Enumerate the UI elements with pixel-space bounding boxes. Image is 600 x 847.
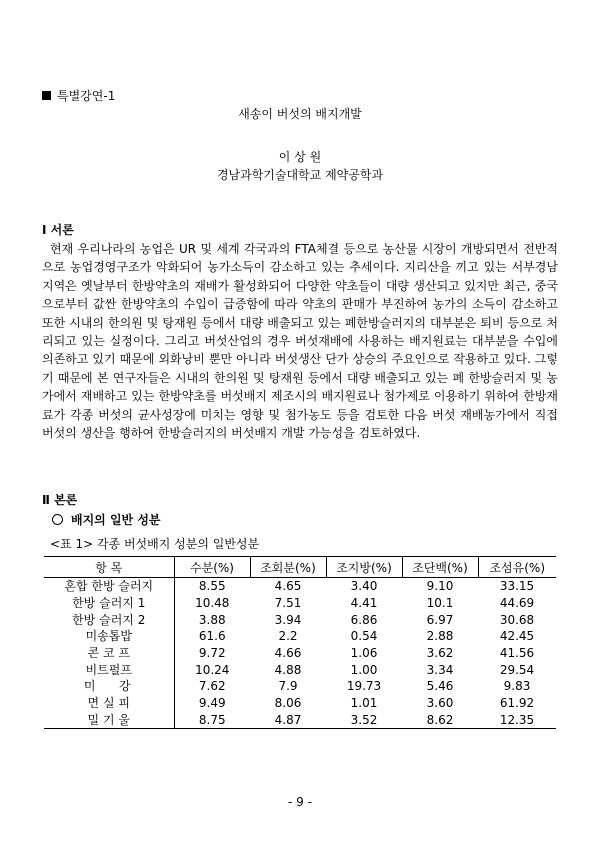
table-cell: 6.86 — [350, 612, 378, 627]
table-cell: 한방 슬러지 1 — [44, 595, 174, 612]
table-cell: 1.00 — [350, 662, 378, 677]
table-cell: 9.72 — [198, 646, 226, 661]
black-square-icon — [42, 91, 51, 100]
table-cell: 3.94 — [274, 612, 302, 627]
table-cell: 61.6 — [198, 629, 226, 644]
page-number: - 9 - — [288, 795, 312, 809]
table-cell: 19.73 — [346, 679, 382, 694]
table-cell: 3.34 — [426, 662, 454, 677]
table-header-cell: 조단백(%) — [402, 557, 478, 578]
table-cell: 미송톱밥 — [44, 628, 174, 645]
author-name: 이 상 원 — [278, 150, 322, 164]
table-cell: 30.68 — [499, 612, 535, 627]
table-row — [44, 578, 556, 595]
subsection-heading-label: 배지의 일반 성분 — [71, 513, 161, 527]
table-cell: 8.55 — [198, 579, 226, 594]
table-cell: 10.24 — [195, 662, 230, 677]
table-cell: 미 강 — [44, 678, 174, 695]
table-cell: 44.69 — [499, 596, 535, 611]
table-cell: 9.83 — [503, 679, 531, 694]
table-cell: 3.88 — [198, 612, 226, 627]
table-cell: 29.54 — [499, 662, 535, 677]
table-cell: 4.65 — [274, 579, 302, 594]
table-row — [44, 661, 556, 678]
table-cell: 3.60 — [426, 696, 454, 711]
table-header-cell: 조섬유(%) — [478, 557, 556, 578]
table-cell: 9.49 — [198, 696, 226, 711]
table-cell: 혼합 한방 슬러지 — [44, 578, 174, 595]
section-heading-introduction: Ⅰ 서론 — [42, 223, 74, 237]
table-cell: 10.1 — [426, 596, 454, 611]
table-cell: 9.10 — [426, 579, 454, 594]
table-cell: 3.40 — [350, 579, 378, 594]
table-cell: 6.97 — [426, 612, 454, 627]
table-cell: 4.66 — [274, 646, 302, 661]
table-row — [44, 712, 556, 729]
table-header-row — [44, 557, 556, 578]
table-cell: 42.45 — [499, 629, 535, 644]
table-header-cell: 조회분(%) — [250, 557, 326, 578]
table-cell: 7.51 — [274, 596, 302, 611]
introduction-paragraph: 현재 우리나라의 농업은 UR 및 세계 각국과의 FTA체결 등으로 농산물 시장이 개방되면서 전반적으로 농업경영구조가 악화되어 농가소득이 감소하고 있는 추세이다. 지리산을 끼고 있는 서부경남지역은 옛날부터 한방약초의 재배가 활성화되어 다양한 약초들이 대량 생산되고 있지만 최근, 중국으로부터 값싼 한방약초의 수입이 급증함에 따라 약초의 판매가 부진하여 농가의 소득이 감소하고 또한 시내의 한의원 및 탕재원 등에서 대량 배출되고 있는 폐한방슬러지의 대부분은 퇴비 등으로 처리되고 있는 실정이다. 그리고 버섯산업의 경우 버섯재배에 사용하는 배지원료는 대부분을 수입에 의존하고 있기 때문에 외화낭비 뿐만 아니라 버섯생산 단가 상승의 주요인으로 작용하고 있다. 그렇기 때문에 본 연구자들은 시내의 한의원 및 탕재원 등에서 대량 배출되고 있는 폐 한방슬러지 및 농가에서 재배하고 있는 한방약초를 버섯배지 제조시의 배지원료나 첨가제로 이용하기 위하여 한방재료가 각종 버섯의 균사성장에 미치는 영향 및 첨가농도 등을 검토한 다음 버섯 재배농가에서 직접 버섯의 생산을 행하여 한방슬러지의 버섯배지 개발 가능성을 검토하였다. — [42, 242, 558, 441]
table-header-cell: 수분(%) — [174, 557, 250, 578]
table-caption: <표 1> 각종 버섯배지 성분의 일반성분 — [50, 537, 260, 551]
table-row — [44, 595, 556, 612]
table-cell: 8.06 — [274, 696, 302, 711]
table-cell: 2.2 — [278, 629, 298, 644]
table-cell: 10.48 — [195, 596, 230, 611]
table-cell: 콘 코 프 — [44, 645, 174, 662]
table-cell: 2.88 — [426, 629, 454, 644]
table-cell: 4.88 — [274, 662, 302, 677]
table-cell: 4.87 — [250, 712, 326, 729]
table-row — [44, 611, 556, 628]
paper-title: 새송이 버섯의 배지개발 — [238, 107, 362, 121]
table-header-cell: 조지방(%) — [326, 557, 402, 578]
table-cell: 비트펄프 — [44, 661, 174, 678]
table-cell: 밀 기 울 — [44, 712, 174, 729]
table-cell: 12.35 — [478, 712, 556, 729]
table-cell: 8.62 — [402, 712, 478, 729]
table-cell: 8.75 — [174, 712, 250, 729]
table-cell: 7.62 — [198, 679, 226, 694]
table-row — [44, 645, 556, 662]
table-cell: 41.56 — [499, 646, 535, 661]
circle-bullet-icon — [52, 514, 63, 525]
table-cell: 3.62 — [426, 646, 454, 661]
table-cell: 1.06 — [350, 646, 378, 661]
table-cell: 61.92 — [499, 696, 535, 711]
table-cell: 한방 슬러지 2 — [44, 611, 174, 628]
author-affiliation: 경남과학기술대학교 제약공학과 — [216, 168, 384, 182]
table-cell: 5.46 — [426, 679, 454, 694]
table-header-cell: 항 목 — [44, 557, 174, 578]
table-row — [44, 695, 556, 712]
table-cell: 0.54 — [350, 629, 378, 644]
table-cell: 면 실 피 — [44, 695, 174, 712]
composition-table — [44, 556, 556, 729]
table-cell: 3.52 — [326, 712, 402, 729]
table-row — [44, 628, 556, 645]
table-row — [44, 678, 556, 695]
lecture-header-label: 특별강연-1 — [57, 89, 116, 103]
section-heading-body: Ⅱ 본론 — [42, 493, 78, 507]
table-cell: 7.9 — [278, 679, 298, 694]
table-cell: 4.41 — [350, 596, 378, 611]
table-cell: 1.01 — [350, 696, 378, 711]
subsection-heading — [52, 511, 161, 528]
table-cell: 33.15 — [499, 579, 535, 594]
lecture-header — [42, 87, 115, 104]
